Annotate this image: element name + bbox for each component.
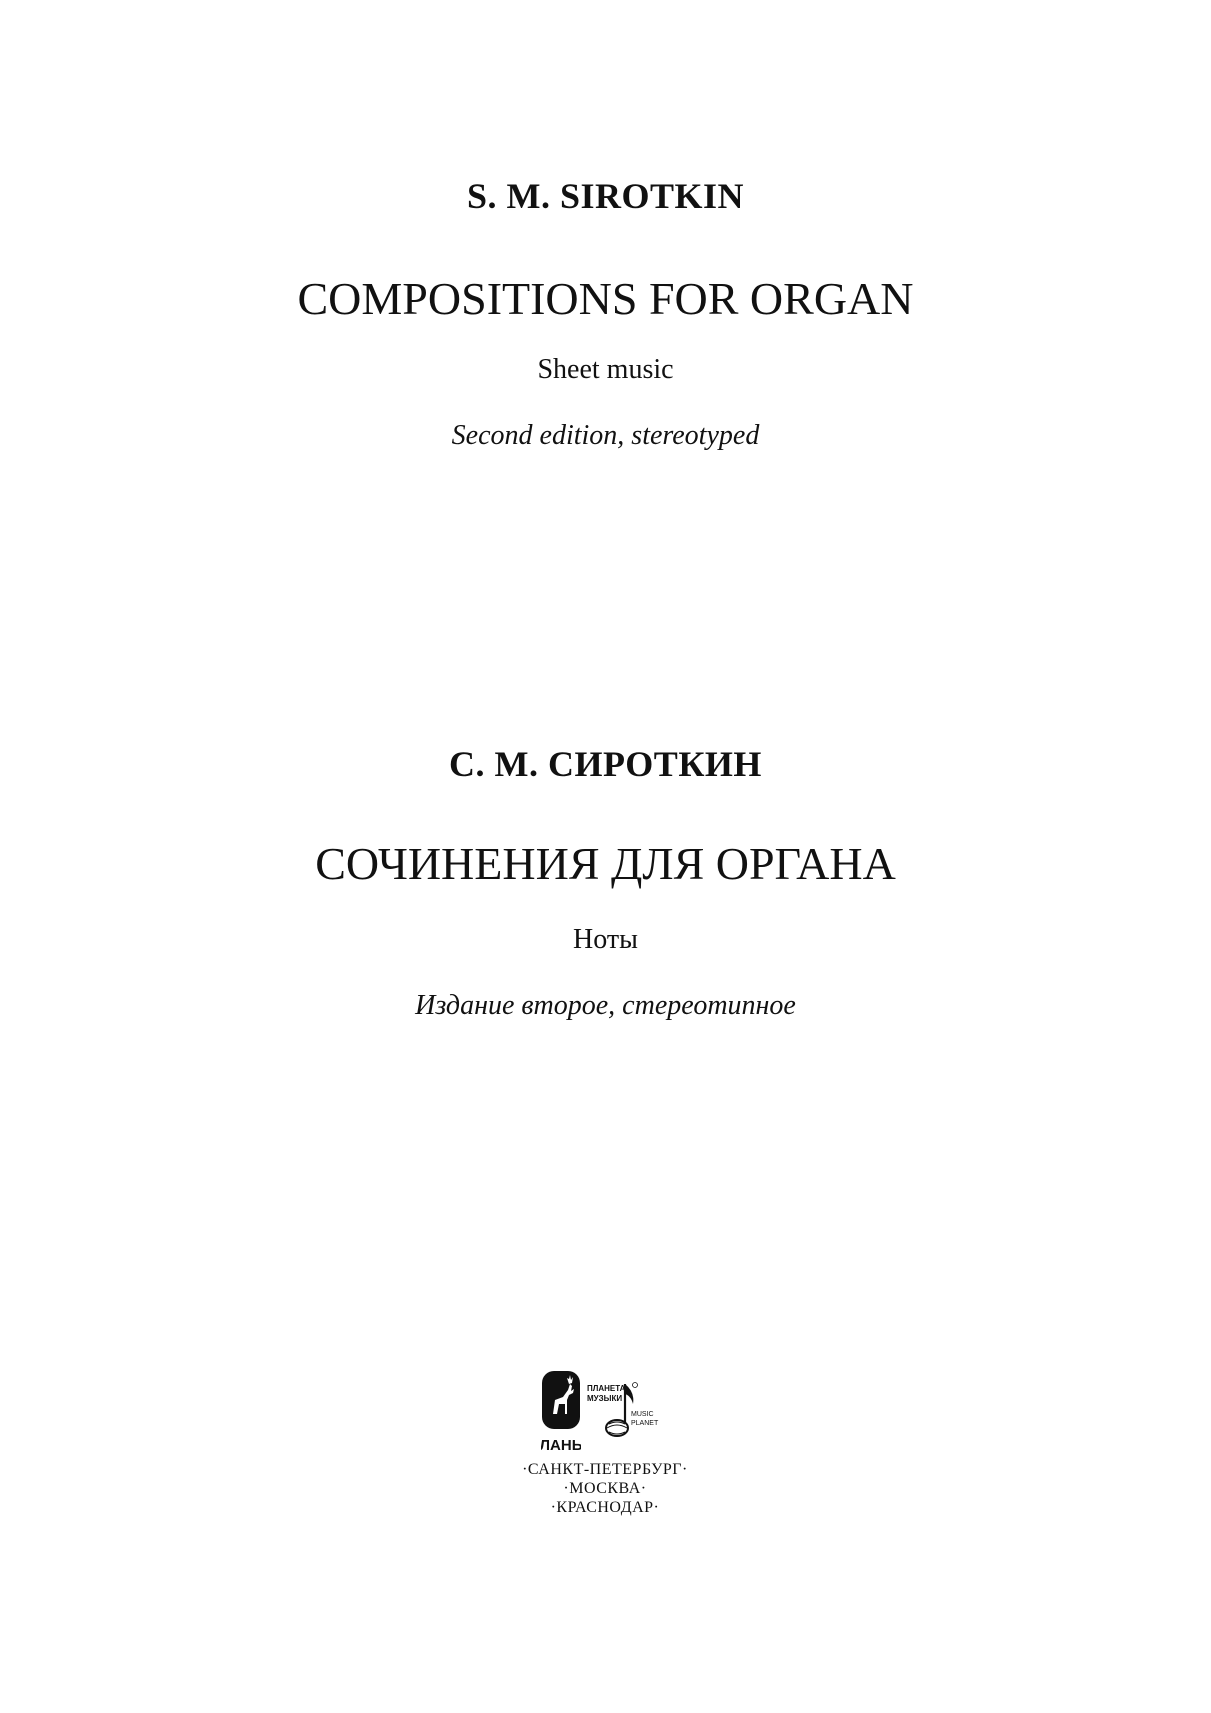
music-logo-en-line2: PLANET: [631, 1420, 659, 1427]
lan-logo-text: ЛАНЬ: [541, 1437, 581, 1454]
music-logo-ru-line2: МУЗЫКИ: [587, 1394, 623, 1403]
author-en: S. M. SIROTKIN: [466, 176, 745, 216]
edition-ru: Издание второе, стереотипное: [415, 990, 796, 1021]
subtitle-en: Sheet music: [537, 354, 674, 385]
music-logo-ru-line1: ПЛАНЕТА: [587, 1384, 626, 1393]
music-logo-en-line1: MUSIC: [631, 1411, 654, 1418]
edition-en: Second edition, stereotyped: [451, 420, 760, 451]
title-en: COMPOSITIONS FOR ORGAN: [297, 273, 914, 324]
city-line: ·МОСКВА·: [563, 1480, 647, 1497]
city-line: ·КРАСНОДАР·: [550, 1499, 660, 1516]
city-line: ·САНКТ-ПЕТЕРБУРГ·: [522, 1461, 688, 1478]
title-ru: СОЧИНЕНИЯ ДЛЯ ОРГАНА: [315, 838, 896, 889]
deer-icon: [541, 1370, 581, 1456]
music-planet-icon: [587, 1382, 665, 1452]
publisher-block: [505, 1370, 705, 1520]
music-planet-logo: [587, 1382, 665, 1452]
subtitle-ru: Ноты: [573, 924, 638, 955]
author-ru: С. М. СИРОТКИН: [449, 744, 762, 784]
lan-logo: [541, 1370, 581, 1456]
publisher-cities: [505, 1460, 705, 1517]
